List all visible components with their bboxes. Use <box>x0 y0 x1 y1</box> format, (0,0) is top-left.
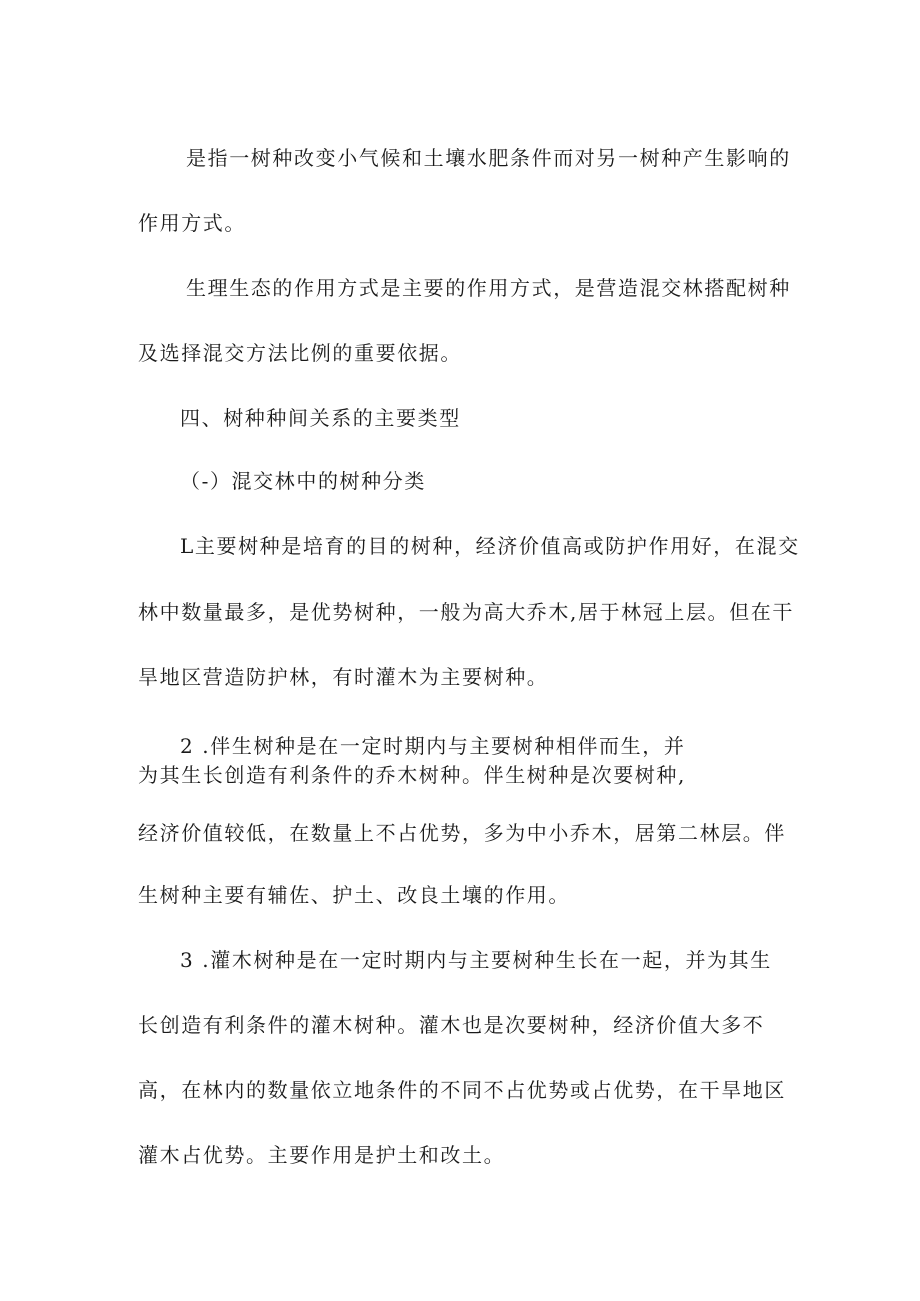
text-line: 旱地区营造防护林，有时灌木为主要树种。 <box>138 665 549 689</box>
text-line: 作用方式。 <box>138 211 246 235</box>
text-line: 长创造有利条件的灌木树种。灌木也是次要树种，经济价值大多不 <box>138 1013 765 1037</box>
subsection-heading: （-）混交林中的树种分类 <box>180 469 426 493</box>
text-line: 为其生长创造有利条件的乔木树种。伴生树种是次要树种, <box>138 763 686 787</box>
text-line: 及选择混交方法比例的重要依据。 <box>138 341 462 365</box>
section-heading: 四、树种种间关系的主要类型 <box>180 406 461 430</box>
text-line: 是指一树种改变小气候和土壤水肥条件而对另一树种产生影响的 <box>186 146 791 170</box>
text-line: 2 .伴生树种是在一定时期内与主要树种相伴而生，并 <box>180 734 686 758</box>
text-line: 生理生态的作用方式是主要的作用方式，是营造混交林搭配树种 <box>186 276 791 300</box>
text-line: 生树种主要有辅佐、护土、改良土壤的作用。 <box>138 883 570 907</box>
text-line: 灌木占优势。主要作用是护土和改土。 <box>138 1143 506 1167</box>
text-line: 3 .灌木树种是在一定时期内与主要树种生长在一起，并为其生 <box>180 948 772 972</box>
text-line: L主要树种是培育的目的树种，经济价值高或防护作用好，在混交 <box>180 534 800 558</box>
text-line: 经济价值较低，在数量上不占优势，多为中小乔木，居第二林层。伴 <box>138 821 786 845</box>
text-line: 高，在林内的数量依立地条件的不同不占优势或占优势，在干旱地区 <box>138 1078 786 1102</box>
text-line: 林中数量最多，是优势树种，一般为高大乔木,居于林冠上层。但在干 <box>138 600 794 624</box>
